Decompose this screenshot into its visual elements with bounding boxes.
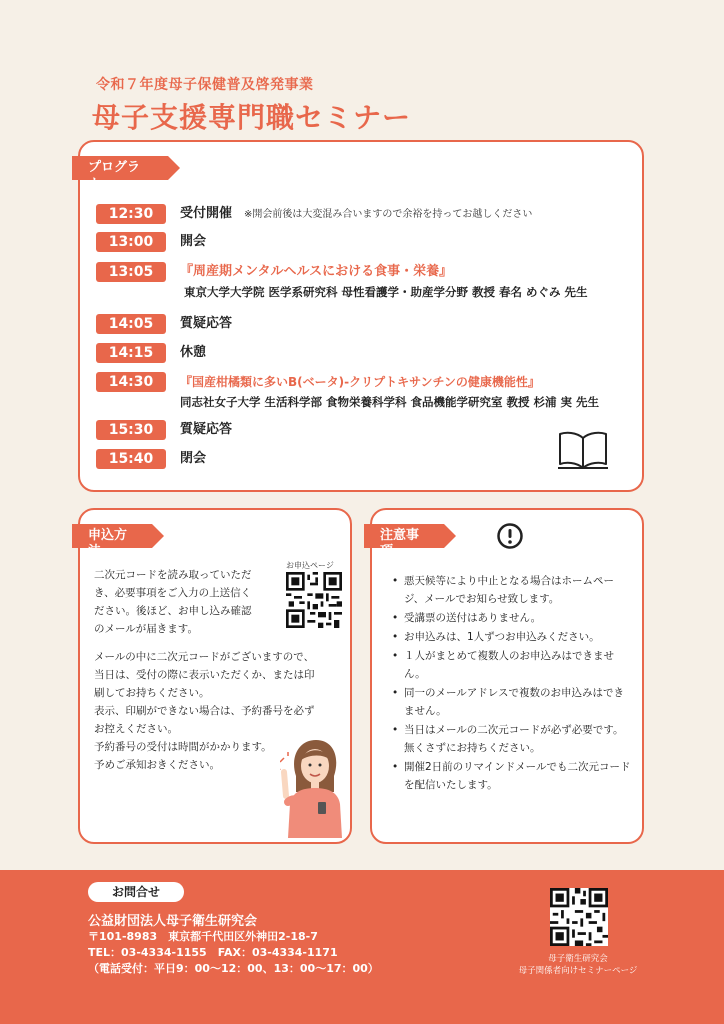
notice-list <box>392 572 632 795</box>
event-title: 母子支援専門職セミナー <box>92 101 412 134</box>
notice-tag: 注意事項 <box>364 524 444 548</box>
speaker-affiliation: 東京大学大学院 医学系研究科 母性看護学・助産学分野 教授 春名 めぐみ 先生 <box>184 285 588 299</box>
program-note: ※開会前後は大変混み合いますので余裕を持ってお越しください <box>244 209 533 220</box>
lecture-title: 『国産柑橘類に多いB(ベータ)‐クリプトキサンチンの健康機能性』 <box>180 375 540 389</box>
program-row <box>96 372 540 392</box>
notice-item: • 開催2日前のリマインドメールでも二次元コードを配信いたします。 <box>392 758 632 794</box>
notice-item: • 同一のメールアドレスで複数のお申込みはできません。 <box>392 684 632 720</box>
qr-code-icon[interactable] <box>550 888 608 946</box>
organization-name: 公益財団法人母子衛生研究会 <box>88 914 258 929</box>
contact-tag: お問合せ <box>88 882 184 902</box>
time-badge: 15:40 <box>96 449 166 469</box>
address: 〒101-8983 東京都千代田区外神田2-18-7 <box>88 930 318 943</box>
program-label: 閉会 <box>180 451 207 466</box>
program-row <box>96 343 206 363</box>
phone-fax: TEL：03-4334-1155 FAX：03-4334-1171 <box>88 946 338 959</box>
program-card <box>78 140 644 492</box>
qr-caption-org: 母子衛生研究会 <box>548 954 608 964</box>
program-row <box>96 449 206 469</box>
time-badge: 14:15 <box>96 343 166 363</box>
time-badge: 14:30 <box>96 372 166 392</box>
lecture-title: 『周産期メンタルヘルスにおける食事・栄養』 <box>180 264 453 279</box>
time-badge: 15:30 <box>96 420 166 440</box>
notice-item: • 受講票の送付はありません。 <box>392 609 632 627</box>
woman-illustration <box>280 732 348 838</box>
apply-paragraph-2: メールの中に二次元コードがございますので、 当日は、受付の際に表示いただくか、または印 刷してお持ちください。 表示、印刷ができない場合は、予約番号を必ず お控えください。 予約番号の受付は時間がかかります。 予めご承知おきください。 <box>94 651 315 771</box>
program-tag: プログラム <box>72 156 168 180</box>
notice-item: • 当日はメールの二次元コードが必ず必要です。無くさずにお持ちください。 <box>392 721 632 757</box>
program-label: 開会 <box>180 234 207 249</box>
notice-item: • お申込みは、1人ずつお申込みください。 <box>392 628 632 646</box>
notice-item: • 悪天候等により中止となる場合はホームページ、メールでお知らせ致します。 <box>392 572 632 608</box>
event-subtitle: 令和７年度母子保健普及啓発事業 <box>96 77 314 93</box>
book-icon <box>556 428 610 470</box>
program-row <box>96 262 452 282</box>
program-row <box>96 314 232 334</box>
qr-code-icon[interactable] <box>286 572 342 628</box>
apply-paragraph-1: 二次元コードを読み取っていただ き、必要事項をご入力の上送信く ださい。後ほど、お申し込み確認 のメールが届きます。 <box>94 569 252 635</box>
apply-tag: 申込方法 <box>72 524 152 548</box>
application-card <box>78 508 352 844</box>
speaker-affiliation: 同志社女子大学 生活科学部 食物栄養科学科 食品機能学研究室 教授 杉浦 実 先生 <box>180 395 600 409</box>
program-label: 質疑応答 <box>180 422 233 437</box>
program-row <box>96 232 206 252</box>
time-badge: 12:30 <box>96 204 166 224</box>
exclamation-circle-icon <box>496 522 524 550</box>
program-label: 質疑応答 <box>180 316 233 331</box>
notice-card <box>370 508 644 844</box>
qr-caption-page: 母子関係者向けセミナーページ <box>518 966 638 976</box>
time-badge: 14:05 <box>96 314 166 334</box>
program-label: 受付開催 ※開会前後は大変混み合いますので余裕を持ってお越しください <box>180 206 533 221</box>
time-badge: 13:05 <box>96 262 166 282</box>
time-badge: 13:00 <box>96 232 166 252</box>
notice-item: • １人がまとめて複数人のお申込みはできません。 <box>392 647 632 683</box>
program-row <box>96 420 232 440</box>
program-label: 休憩 <box>180 345 207 360</box>
qr-label: お申込ページ <box>286 561 334 570</box>
phone-hours: （電話受付：平日9：00〜12：00、13：00〜17：00） <box>88 962 379 975</box>
contact-footer <box>0 870 724 1024</box>
program-row <box>96 204 532 225</box>
